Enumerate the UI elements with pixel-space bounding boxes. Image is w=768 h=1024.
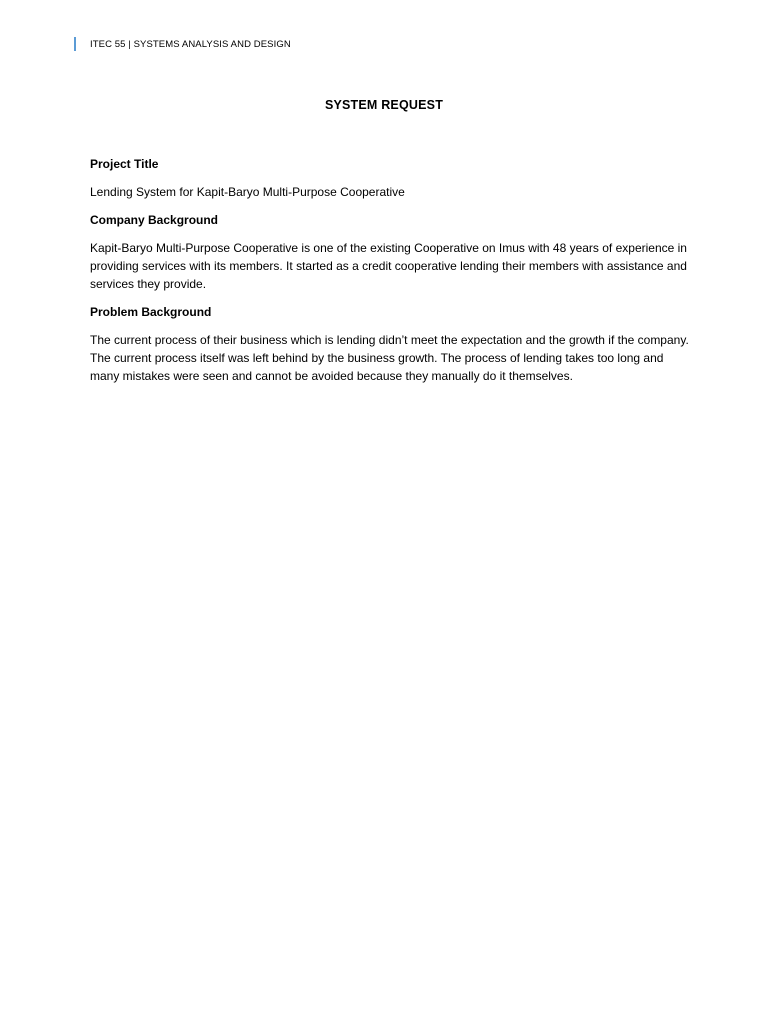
section-heading-project-title: Project Title — [90, 157, 159, 171]
section-body-problem-background: The current process of their business which is lending didn’t meet the expectation and the growth if the company. The current process itself was left behind by the business growth. The process of lending takes too long and many mistakes were seen and cannot be avoided because they manually do it themselves. — [90, 333, 689, 383]
section-heading-problem-background: Problem Background — [90, 305, 212, 319]
page-header — [74, 37, 291, 51]
section-body-company-background: Kapit-Baryo Multi-Purpose Cooperative is one of the existing Cooperative on Imus with 48 years of experience in providing services with its members. It started as a credit cooperative lending their members with assistance and services they provide. — [90, 241, 687, 291]
document-body — [90, 155, 690, 385]
document-title: SYSTEM REQUEST — [324, 98, 444, 112]
section-body-project-title: Lending System for Kapit-Baryo Multi-Purpose Cooperative — [90, 185, 405, 199]
section-heading-company-background: Company Background — [90, 213, 219, 227]
header-text: ITEC 55 | SYSTEMS ANALYSIS AND DESIGN — [90, 38, 291, 50]
header-accent-bar — [74, 37, 76, 51]
